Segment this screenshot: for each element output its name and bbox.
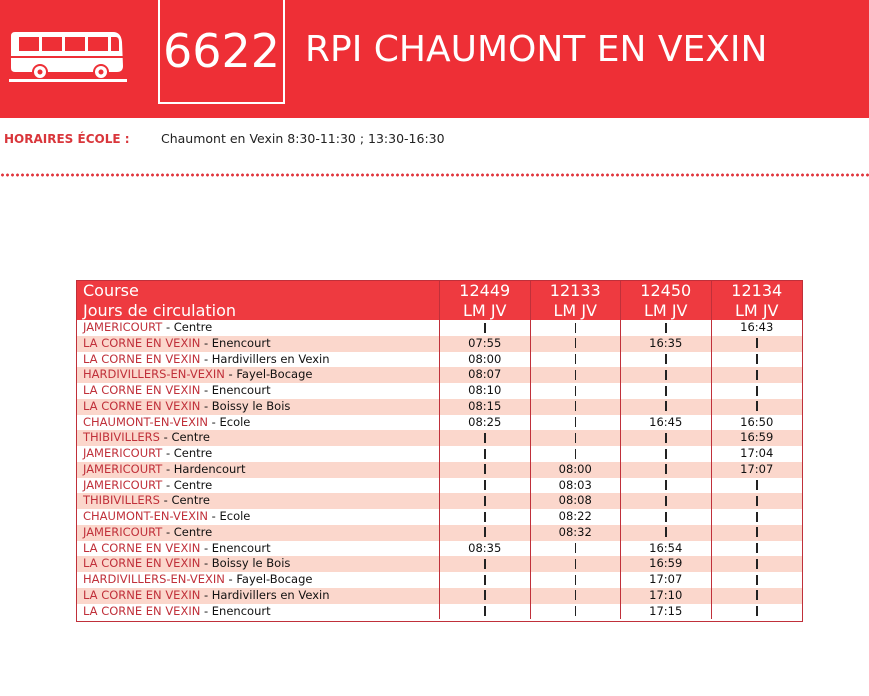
course-days: LM JV bbox=[735, 300, 779, 320]
stop-label: - Ecole bbox=[208, 509, 251, 523]
stop-label: - Fayel-Bocage bbox=[224, 572, 313, 586]
stop-name bbox=[77, 541, 440, 557]
stop-label: - Ecole bbox=[208, 414, 251, 429]
pass-through-cell bbox=[440, 604, 531, 620]
pass-through-bar bbox=[665, 480, 667, 490]
pass-through-cell bbox=[531, 320, 622, 336]
pass-through-cell bbox=[531, 399, 622, 415]
school-hours-label: HORAIRES ÉCOLE : bbox=[4, 132, 130, 146]
stop-name bbox=[77, 352, 440, 368]
departure-time: 16:45 bbox=[621, 415, 712, 431]
pass-through-bar bbox=[756, 575, 758, 585]
pass-through-bar bbox=[484, 575, 486, 585]
pass-through-cell bbox=[712, 383, 803, 399]
pass-through-bar bbox=[575, 338, 577, 348]
pass-through-cell bbox=[712, 478, 803, 494]
table-row bbox=[77, 383, 802, 399]
pass-through-cell bbox=[440, 556, 531, 572]
pass-through-bar bbox=[575, 323, 577, 333]
pass-through-cell bbox=[531, 541, 622, 557]
departure-time: 17:07 bbox=[621, 572, 712, 588]
stop-name bbox=[77, 415, 440, 431]
pass-through-cell bbox=[440, 588, 531, 604]
pass-through-cell bbox=[712, 541, 803, 557]
pass-through-cell bbox=[440, 525, 531, 541]
course-days: LM JV bbox=[440, 301, 531, 321]
stop-label: - Hardencourt bbox=[162, 461, 246, 476]
table-row bbox=[77, 462, 802, 478]
pass-through-bar bbox=[575, 386, 577, 396]
stop-name bbox=[77, 462, 440, 478]
timetable-body bbox=[77, 320, 802, 619]
pass-through-bar bbox=[484, 606, 486, 616]
pass-through-bar bbox=[484, 480, 486, 490]
pass-through-cell bbox=[531, 415, 622, 431]
pass-through-cell bbox=[531, 572, 622, 588]
pass-through-bar bbox=[484, 449, 486, 459]
stop-name bbox=[77, 399, 440, 415]
stop-commune: JAMERICOURT bbox=[83, 477, 163, 492]
pass-through-cell bbox=[440, 493, 531, 509]
pass-through-bar bbox=[756, 512, 758, 522]
pass-through-bar bbox=[575, 559, 577, 569]
departure-time: 16:50 bbox=[740, 414, 774, 429]
timetable bbox=[76, 280, 803, 622]
pass-through-bar bbox=[665, 386, 667, 396]
stop-commune: JAMERICOURT bbox=[83, 524, 163, 539]
departure-time: 17:07 bbox=[740, 461, 774, 476]
stop-name bbox=[77, 493, 440, 509]
departure-time: 08:10 bbox=[440, 383, 531, 399]
pass-through-cell bbox=[621, 509, 712, 525]
pass-through-cell bbox=[621, 367, 712, 383]
pass-through-bar bbox=[575, 401, 577, 411]
pass-through-cell bbox=[531, 588, 622, 604]
table-row bbox=[77, 604, 802, 620]
pass-through-bar bbox=[484, 559, 486, 569]
pass-through-cell bbox=[712, 556, 803, 572]
stop-commune: LA CORNE EN VEXIN bbox=[83, 398, 201, 413]
stop-commune: LA CORNE EN VEXIN bbox=[83, 383, 201, 397]
pass-through-cell bbox=[440, 509, 531, 525]
pass-through-cell bbox=[531, 367, 622, 383]
pass-through-bar bbox=[484, 527, 486, 537]
pass-through-bar bbox=[575, 449, 577, 459]
departure-time: 08:00 bbox=[531, 462, 622, 478]
stop-name bbox=[77, 446, 440, 462]
pass-through-cell bbox=[621, 399, 712, 415]
pass-through-cell bbox=[712, 336, 803, 352]
departure-time: 16:54 bbox=[621, 541, 712, 557]
pass-through-cell bbox=[621, 383, 712, 399]
pass-through-bar bbox=[756, 401, 758, 411]
pass-through-cell bbox=[712, 509, 803, 525]
stop-name bbox=[77, 572, 440, 588]
pass-through-bar bbox=[484, 323, 486, 333]
table-row bbox=[77, 446, 802, 462]
stop-label: - Hardivillers en Vexin bbox=[200, 587, 330, 602]
pass-through-bar bbox=[756, 496, 758, 506]
pass-through-bar bbox=[756, 543, 758, 553]
stop-commune: THIBIVILLERS bbox=[83, 493, 160, 508]
pass-through-cell bbox=[621, 525, 712, 541]
pass-through-bar bbox=[665, 464, 667, 474]
departure-time: 17:10 bbox=[621, 588, 712, 604]
pass-through-cell bbox=[440, 572, 531, 588]
pass-through-bar bbox=[756, 590, 758, 600]
table-row bbox=[77, 509, 802, 525]
stop-name bbox=[77, 367, 440, 383]
stop-name bbox=[77, 604, 440, 620]
pass-through-cell bbox=[621, 320, 712, 336]
days-label: Jours de circulation bbox=[77, 301, 440, 321]
dotted-divider bbox=[0, 172, 869, 178]
stop-commune: JAMERICOURT bbox=[83, 320, 163, 334]
stop-commune: CHAUMONT-EN-VEXIN bbox=[83, 414, 209, 429]
line-number: 6622 bbox=[162, 24, 281, 78]
school-hours-value: Chaumont en Vexin 8:30-11:30 ; 13:30-16:30 bbox=[161, 131, 445, 146]
table-row bbox=[77, 588, 802, 604]
pass-through-cell bbox=[712, 604, 803, 620]
bus-icon bbox=[9, 28, 127, 84]
stop-commune: JAMERICOURT bbox=[83, 446, 163, 460]
pass-through-bar bbox=[665, 433, 667, 443]
stop-label: - Centre bbox=[159, 430, 210, 445]
table-row bbox=[77, 556, 802, 572]
pass-through-cell bbox=[440, 462, 531, 478]
header-banner bbox=[0, 0, 869, 118]
days-header-row bbox=[77, 301, 802, 321]
pass-through-bar bbox=[665, 401, 667, 411]
departure-time: 17:15 bbox=[621, 604, 712, 620]
stop-commune: LA CORNE EN VEXIN bbox=[83, 540, 201, 555]
pass-through-bar bbox=[756, 559, 758, 569]
pass-through-bar bbox=[665, 496, 667, 506]
departure-time: 17:04 bbox=[740, 446, 774, 460]
pass-through-cell bbox=[621, 430, 712, 446]
stop-name bbox=[77, 336, 440, 352]
departure-time: 08:32 bbox=[531, 525, 622, 541]
pass-through-cell bbox=[712, 367, 803, 383]
pass-through-cell bbox=[621, 462, 712, 478]
stop-name bbox=[77, 525, 440, 541]
line-name: RPI CHAUMONT EN VEXIN bbox=[305, 29, 768, 70]
departure-time: 08:03 bbox=[531, 478, 622, 494]
pass-through-bar bbox=[756, 606, 758, 616]
pass-through-cell bbox=[440, 430, 531, 446]
course-days: LM JV bbox=[531, 301, 622, 321]
pass-through-cell bbox=[531, 430, 622, 446]
stop-label: - Boissy le Bois bbox=[200, 556, 291, 571]
departure-time: 16:59 bbox=[740, 430, 774, 445]
pass-through-bar bbox=[665, 527, 667, 537]
pass-through-cell bbox=[621, 478, 712, 494]
table-row bbox=[77, 572, 802, 588]
pass-through-bar bbox=[575, 417, 577, 427]
stop-name bbox=[77, 383, 440, 399]
course-id: 12450 bbox=[621, 281, 712, 301]
stop-commune: CHAUMONT-EN-VEXIN bbox=[83, 509, 209, 523]
pass-through-cell bbox=[712, 588, 803, 604]
pass-through-cell bbox=[712, 525, 803, 541]
table-row bbox=[77, 541, 802, 557]
pass-through-bar bbox=[756, 354, 758, 364]
pass-through-cell bbox=[440, 478, 531, 494]
stop-name bbox=[77, 509, 440, 525]
stop-name bbox=[77, 588, 440, 604]
departure-time: 07:55 bbox=[440, 336, 531, 352]
stop-name bbox=[77, 556, 440, 572]
pass-through-bar bbox=[756, 370, 758, 380]
pass-through-bar bbox=[575, 606, 577, 616]
stop-commune: THIBIVILLERS bbox=[83, 430, 160, 445]
pass-through-bar bbox=[665, 512, 667, 522]
pass-through-cell bbox=[621, 493, 712, 509]
pass-through-cell bbox=[531, 352, 622, 368]
stop-name bbox=[77, 478, 440, 494]
departure-time: 08:15 bbox=[440, 399, 531, 415]
stop-label: - Enencourt bbox=[200, 603, 271, 618]
course-days: LM JV bbox=[621, 301, 712, 321]
table-row bbox=[77, 415, 802, 431]
pass-through-cell bbox=[531, 556, 622, 572]
pass-through-bar bbox=[575, 370, 577, 380]
pass-through-bar bbox=[665, 354, 667, 364]
course-header-row bbox=[77, 281, 802, 301]
pass-through-cell bbox=[440, 320, 531, 336]
course-id: 12134 bbox=[731, 281, 783, 300]
table-row bbox=[77, 525, 802, 541]
pass-through-cell bbox=[531, 383, 622, 399]
stop-label: - Centre bbox=[162, 477, 213, 492]
pass-through-bar bbox=[665, 449, 667, 459]
stop-name bbox=[77, 320, 440, 336]
departure-time: 08:07 bbox=[440, 367, 531, 383]
table-row bbox=[77, 352, 802, 368]
pass-through-bar bbox=[575, 575, 577, 585]
line-number-box bbox=[158, 0, 285, 104]
table-row bbox=[77, 367, 802, 383]
stop-label: - Enencourt bbox=[200, 540, 271, 555]
course-id: 12133 bbox=[531, 281, 622, 301]
pass-through-bar bbox=[756, 480, 758, 490]
pass-through-bar bbox=[484, 512, 486, 522]
stop-commune: LA CORNE EN VEXIN bbox=[83, 603, 201, 618]
pass-through-cell bbox=[531, 336, 622, 352]
pass-through-cell bbox=[440, 446, 531, 462]
stop-commune: LA CORNE EN VEXIN bbox=[83, 335, 201, 350]
departure-time: 16:35 bbox=[621, 336, 712, 352]
pass-through-bar bbox=[756, 527, 758, 537]
table-row bbox=[77, 320, 802, 336]
stop-commune: JAMERICOURT bbox=[83, 461, 163, 476]
stop-name bbox=[77, 430, 440, 446]
stop-label: - Enencourt bbox=[200, 383, 271, 397]
table-row bbox=[77, 336, 802, 352]
pass-through-cell bbox=[621, 352, 712, 368]
stop-label: - Boissy le Bois bbox=[200, 398, 291, 413]
departure-time: 08:35 bbox=[440, 541, 531, 557]
stop-commune: LA CORNE EN VEXIN bbox=[83, 587, 201, 602]
stop-commune: LA CORNE EN VEXIN bbox=[83, 351, 201, 366]
pass-through-bar bbox=[484, 590, 486, 600]
pass-through-cell bbox=[712, 493, 803, 509]
stop-label: - Enencourt bbox=[200, 335, 271, 350]
stop-commune: HARDIVILLERS-EN-VEXIN bbox=[83, 367, 225, 382]
pass-through-bar bbox=[575, 590, 577, 600]
departure-time: 16:59 bbox=[621, 556, 712, 572]
pass-through-cell bbox=[712, 399, 803, 415]
stop-label: - Hardivillers en Vexin bbox=[200, 351, 330, 366]
departure-time: 08:08 bbox=[531, 493, 622, 509]
pass-through-bar bbox=[756, 386, 758, 396]
departure-time: 08:25 bbox=[440, 415, 531, 431]
table-row bbox=[77, 478, 802, 494]
pass-through-cell bbox=[531, 604, 622, 620]
pass-through-cell bbox=[712, 572, 803, 588]
pass-through-bar bbox=[575, 543, 577, 553]
departure-time: 08:22 bbox=[531, 509, 622, 525]
stop-commune: HARDIVILLERS-EN-VEXIN bbox=[83, 572, 225, 586]
stop-label: - Centre bbox=[162, 446, 213, 460]
table-row bbox=[77, 493, 802, 509]
departure-time: 16:43 bbox=[740, 320, 774, 334]
pass-through-cell bbox=[621, 446, 712, 462]
pass-through-bar bbox=[756, 338, 758, 348]
stop-commune: LA CORNE EN VEXIN bbox=[83, 556, 201, 571]
stop-label: - Centre bbox=[162, 524, 213, 539]
pass-through-bar bbox=[665, 370, 667, 380]
pass-through-cell bbox=[712, 352, 803, 368]
pass-through-bar bbox=[484, 464, 486, 474]
pass-through-cell bbox=[531, 446, 622, 462]
course-label: Course bbox=[77, 281, 440, 301]
pass-through-bar bbox=[575, 433, 577, 443]
table-row bbox=[77, 399, 802, 415]
pass-through-bar bbox=[575, 354, 577, 364]
pass-through-bar bbox=[484, 433, 486, 443]
stop-label: - Centre bbox=[159, 493, 210, 508]
pass-through-bar bbox=[484, 496, 486, 506]
departure-time: 08:00 bbox=[440, 352, 531, 368]
course-id: 12449 bbox=[440, 281, 531, 301]
stop-label: - Centre bbox=[162, 320, 213, 334]
pass-through-bar bbox=[665, 323, 667, 333]
table-row bbox=[77, 430, 802, 446]
stop-label: - Fayel-Bocage bbox=[224, 367, 313, 382]
